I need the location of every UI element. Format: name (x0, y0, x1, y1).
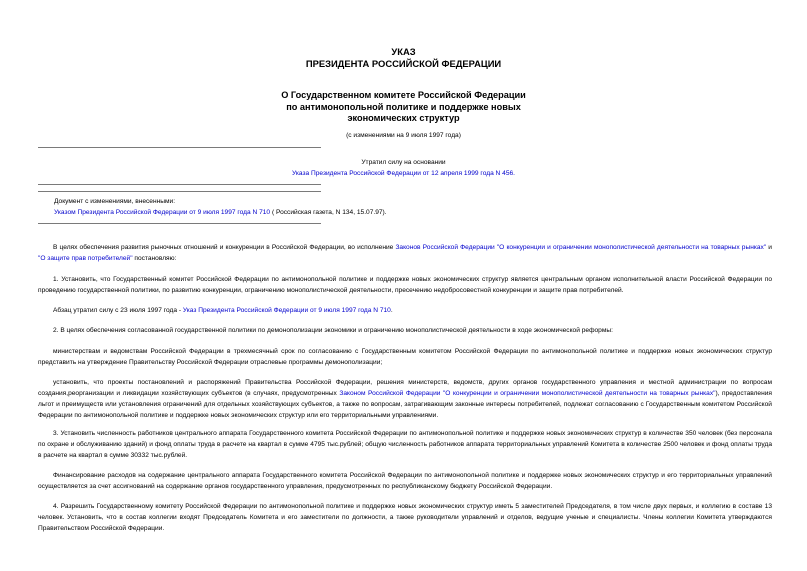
paragraph-2-text: 2. В целях обеспечения согласованной государственной политики по демонополизации экономики и ограничению монополистической деятельности в ходе экономической реформы: (53, 327, 613, 334)
expired-basis-link[interactable]: Указа Президента Российской Федерации от 12 апреля 1999 года N 456. (291, 170, 515, 177)
divider (38, 223, 321, 224)
decree-issuer: ПРЕЗИДЕНТА РОССИЙСКОЙ ФЕДЕРАЦИИ (305, 58, 502, 69)
decree-subject-line-1: О Государственном комитете Российской Федерации (281, 90, 526, 100)
preamble-text-c: постановляю: (132, 255, 177, 262)
competition-law-link[interactable]: Законов Российской Федерации "О конкуренции и ограничении монополистической деятельности на товарных рынках" (395, 244, 767, 251)
paragraph-3 (38, 428, 772, 461)
paragraph-3-text: 3. Установить численность работников центрального аппарата Государственного комитета Российской Федерации по антимонопольной политике и поддержке новых экономических структур в количестве 350 человек (без персонала по охране и обслуживанию зданий) и фонд оплаты труда в расчете на квартал в сумме 4795 тыс.рублей; общую численность работников аппарата территориальных управлений Комитета в количестве 2500 человек и фонд оплаты труда в расчете на квартал в сумме 30332 тыс.рублей. (38, 430, 772, 459)
divider (38, 147, 321, 148)
expired-basis (0, 169, 807, 178)
consumer-rights-law-link[interactable]: "О защите прав потребителей" (38, 255, 133, 262)
changes-source-tail: ( Российская газета, N 134, 15.07.97). (270, 209, 387, 216)
divider (38, 191, 321, 192)
changes-decree-link[interactable]: Указом Президента Российской Федерации от 9 июля 1997 года N 710 (54, 209, 271, 216)
paragraph-2 (38, 325, 772, 336)
changes-source (54, 207, 387, 218)
paragraph-4-text: 4. Разрешить Государственному комитету Российской Федерации по антимонопольной политике и поддержке новых экономических структур иметь 5 заместителей Председателя, в том числе двух первых, и коллегию в составе 13 человек. Установить, что в состав коллегии входят Председатель Комитета и его заместители по должности, а также руководители управлений и отделов, ведущие ученые и специалисты. Члены коллегии Комитета утверждаются Правительством Российской Федерации. (38, 503, 772, 532)
repealed-text: Абзац утратил силу с 23 июля 1997 года - (53, 307, 183, 314)
changes-label: Документ с изменениями, внесенными: (54, 198, 176, 205)
paragraph-preamble (38, 242, 772, 264)
repeal-decree-link[interactable]: Указ Президента Российской Федерации от 9 июля 1997 года N 710 (182, 307, 391, 314)
decree-subject-line-3: экономических структур (347, 113, 460, 123)
competition-law-link-2[interactable]: Законом Российской Федерации "О конкуренции и ограничении монополистической деятельности на товарных рынках" (339, 390, 716, 397)
amendment-note: (с изменениями на 9 июля 1997 года) (346, 132, 461, 139)
divider (38, 184, 321, 185)
paragraph-1-text: 1. Установить, что Государственный комитет Российской Федерации по антимонопольной политике и поддержке новых экономических структур является центральным органом исполнительной власти Российской Федерации по проведению государственной политики, по развитию конкуренции, ограничению монополистической деятельности, пресечению недобросовестной конкуренции и защите прав потребителей. (38, 276, 772, 294)
expired-label: Утратил силу на основании (361, 159, 446, 166)
paragraph-2-ministries (38, 346, 772, 368)
paragraph-3-financing (38, 470, 772, 492)
paragraph-3-financing-text: Финансирование расходов на содержание центрального аппарата Государственного комитета Российской Федерации по антимонопольной политике и поддержке новых экономических структур и его территориальных управлений осуществляется за счет ассигнований на содержание органов государственного управления, предусмотренных по республиканскому бюджету Российской Федерации. (38, 472, 772, 490)
paragraph-1-repealed (38, 305, 772, 316)
repealed-text-end: . (390, 307, 393, 314)
paragraph-2-approval-text-a: установить, что проекты постановлений и распоряжений Правительства Российской Федерации, решения министерств, ведомств, других органов государственного управления и местной администрации по вопросам создания,реорганизации и ликвидации хозяйствующих субъектов (в случаях, предусмотренных (38, 379, 772, 397)
preamble-text-a: В целях обеспечения развития рыночных отношений и конкуренции в Российской Федерации, во исполнение (53, 244, 396, 251)
paragraph-2-ministries-text: министерствам и ведомствам Российской Федерации в трехмесячный срок по согласованию с Государственным комитетом Российской Федерации по антимонопольной политике и поддержке новых экономических структур представить на утверждение Правительству Российской Федерации отраслевые программы демонополизации; (38, 348, 772, 366)
paragraph-1 (38, 274, 772, 296)
paragraph-2-approval (38, 377, 772, 421)
paragraph-2-approval-text-b: ), предоставления льгот и преимуществ или установления ограничений для отдельных хозяйствующих субъектов, а также по вопросам, затрагивающим законные интересы потребителей, подлежат согласованию с Государственным комитетом Российской Федерации по антимонопольной политике и поддержке новых экономических структур или его территориальными управлениями. (38, 390, 772, 419)
preamble-text-b: и (766, 244, 772, 251)
paragraph-4 (38, 501, 772, 534)
decree-title: УКАЗ (391, 46, 416, 57)
decree-subject-line-2: по антимонопольной политике и поддержке новых (286, 101, 521, 112)
